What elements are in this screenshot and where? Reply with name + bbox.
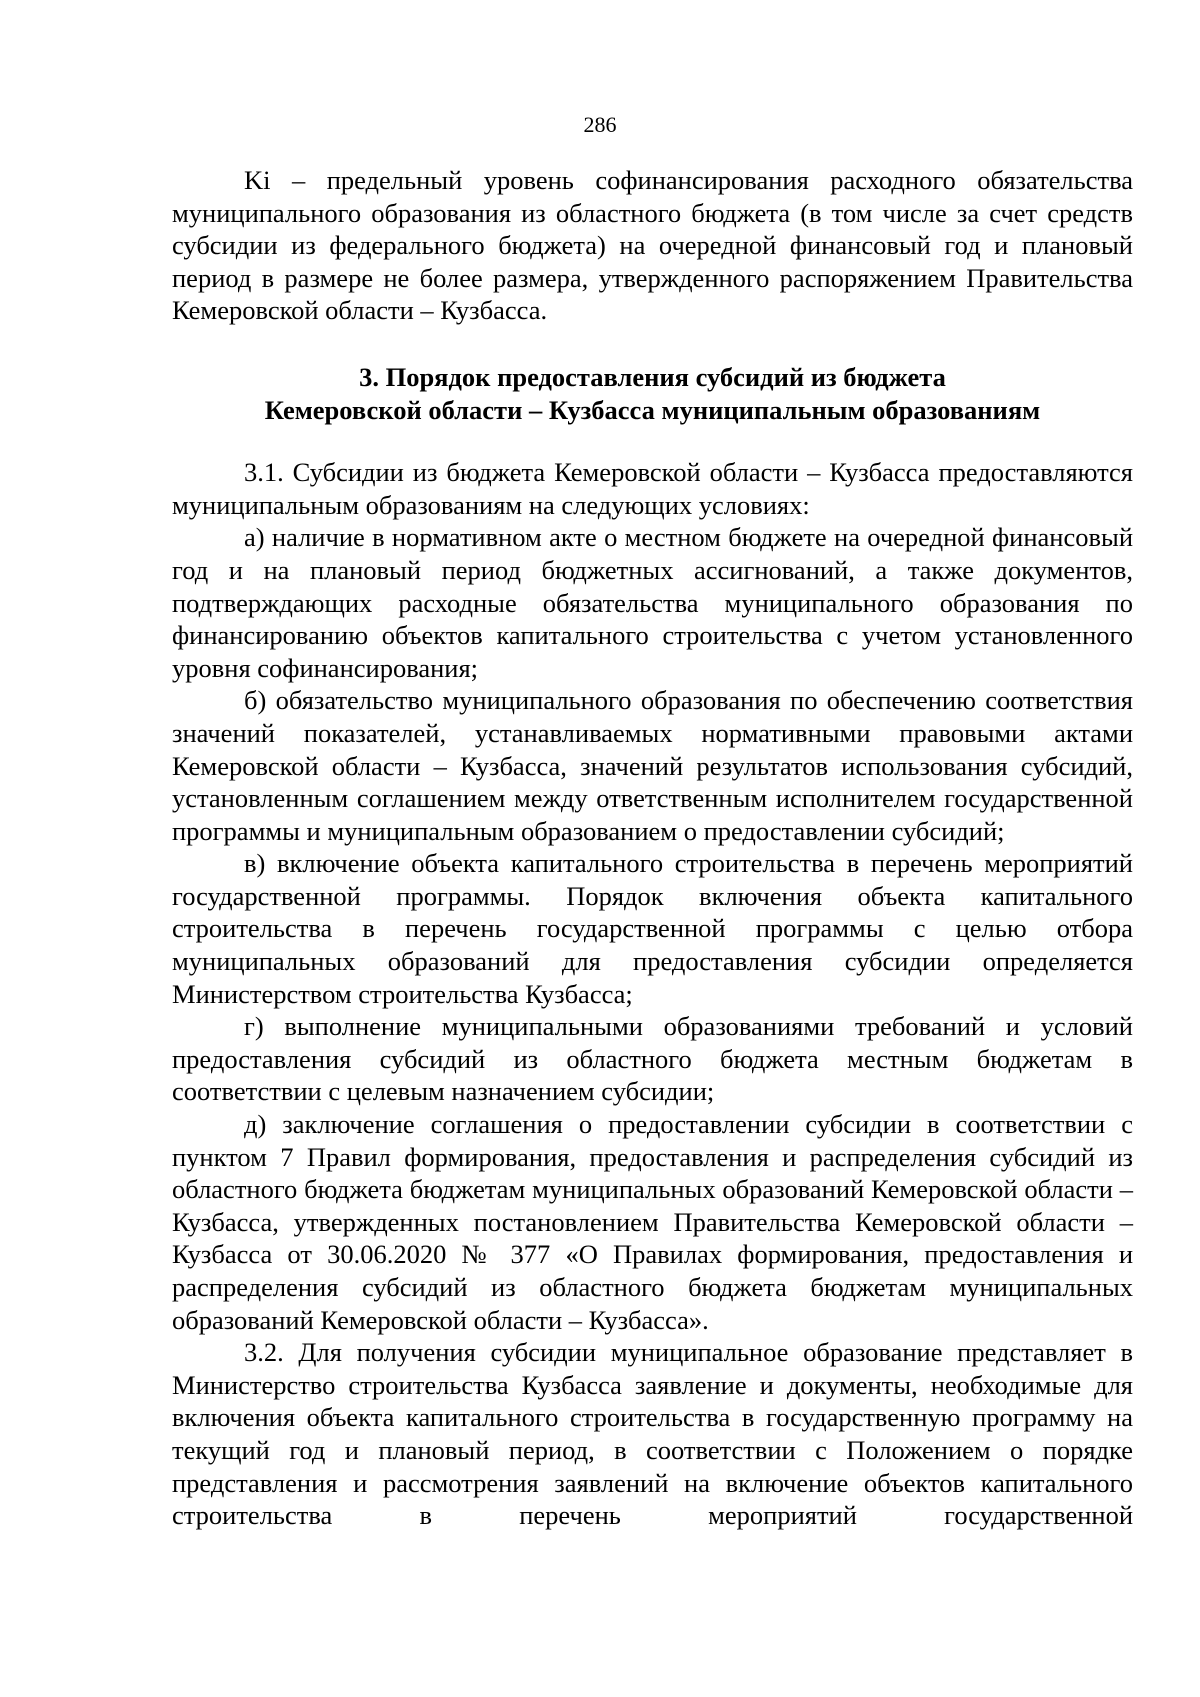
paragraph-item-g: г) выполнение муниципальными образованиями требований и условий предоставления субсидий из областного бюджета местным бюджетам в соответствии с целевым назначением субсидии; (172, 1011, 1133, 1107)
paragraph-3-2: 3.2. Для получения субсидии муниципальное образование представляет в Министерство строительства Кузбасса заявление и документы, необходимые для включения объекта капитального строительства в государственную программу на текущий год и плановый период, в соответствии с Положением о порядке представления и рассмотрения заявлений на включение объектов капитального строительства в перечень мероприятий государственной (172, 1337, 1133, 1531)
paragraph-ki-definition: Ki – предельный уровень софинансирования расходного обязательства муниципального образования из областного бюджета (в том числе за счет средств субсидии из федерального бюджета) на очередной финансовый год и плановый период в размере не более размера, утвержденного распоряжением Правительства Кемеровской области – Кузбасса. (172, 165, 1133, 326)
paragraph-item-v: в) включение объекта капитального строительства в перечень мероприятий государственной программы. Порядок включения объекта капитального строительства в перечень государственной программы с целью отбора муниципальных образований для предоставления субсидии определяется Министерством строительства Кузбасса; (172, 848, 1133, 1009)
paragraph-item-b: б) обязательство муниципального образования по обеспечению соответствия значений показателей, устанавливаемых нормативными правовыми актами Кемеровской области – Кузбасса, значений результатов использования субсидий, установленным соглашением между ответственным исполнителем государственной программы и муниципальным образованием о предоставлении субсидий; (172, 685, 1133, 846)
paragraph-item-a: а) наличие в нормативном акте о местном бюджете на очередной финансовый год и на плановый период бюджетных ассигнований, а также документов, подтверждающих расходные обязательства муниципального образования по финансированию объектов капитального строительства с учетом установленного уровня софинансирования; (172, 522, 1133, 683)
section-heading (172, 361, 1133, 426)
document-body (172, 164, 1133, 1532)
paragraph-item-d: д) заключение соглашения о предоставлении субсидии в соответствии с пунктом 7 Правил формирования, предоставления и распределения субсидий из областного бюджета бюджетам муниципальных образований Кемеровской области – Кузбасса, утвержденных постановлением Правительства Кемеровской области – Кузбасса от 30.06.2020 № 377 «О Правилах формирования, предоставления и распределения субсидий из областного бюджета бюджетам муниципальных образований Кемеровской области – Кузбасса». (172, 1109, 1133, 1335)
section-heading-line-1: 3. Порядок предоставления субсидий из бюджета (359, 361, 946, 392)
paragraph-3-1: 3.1. Субсидии из бюджета Кемеровской области – Кузбасса предоставляются муниципальным образованиям на следующих условиях: (172, 457, 1133, 520)
page-number: 286 (583, 112, 617, 137)
section-heading-line-2: Кемеровской области – Кузбасса муниципальным образованиям (264, 394, 1041, 425)
